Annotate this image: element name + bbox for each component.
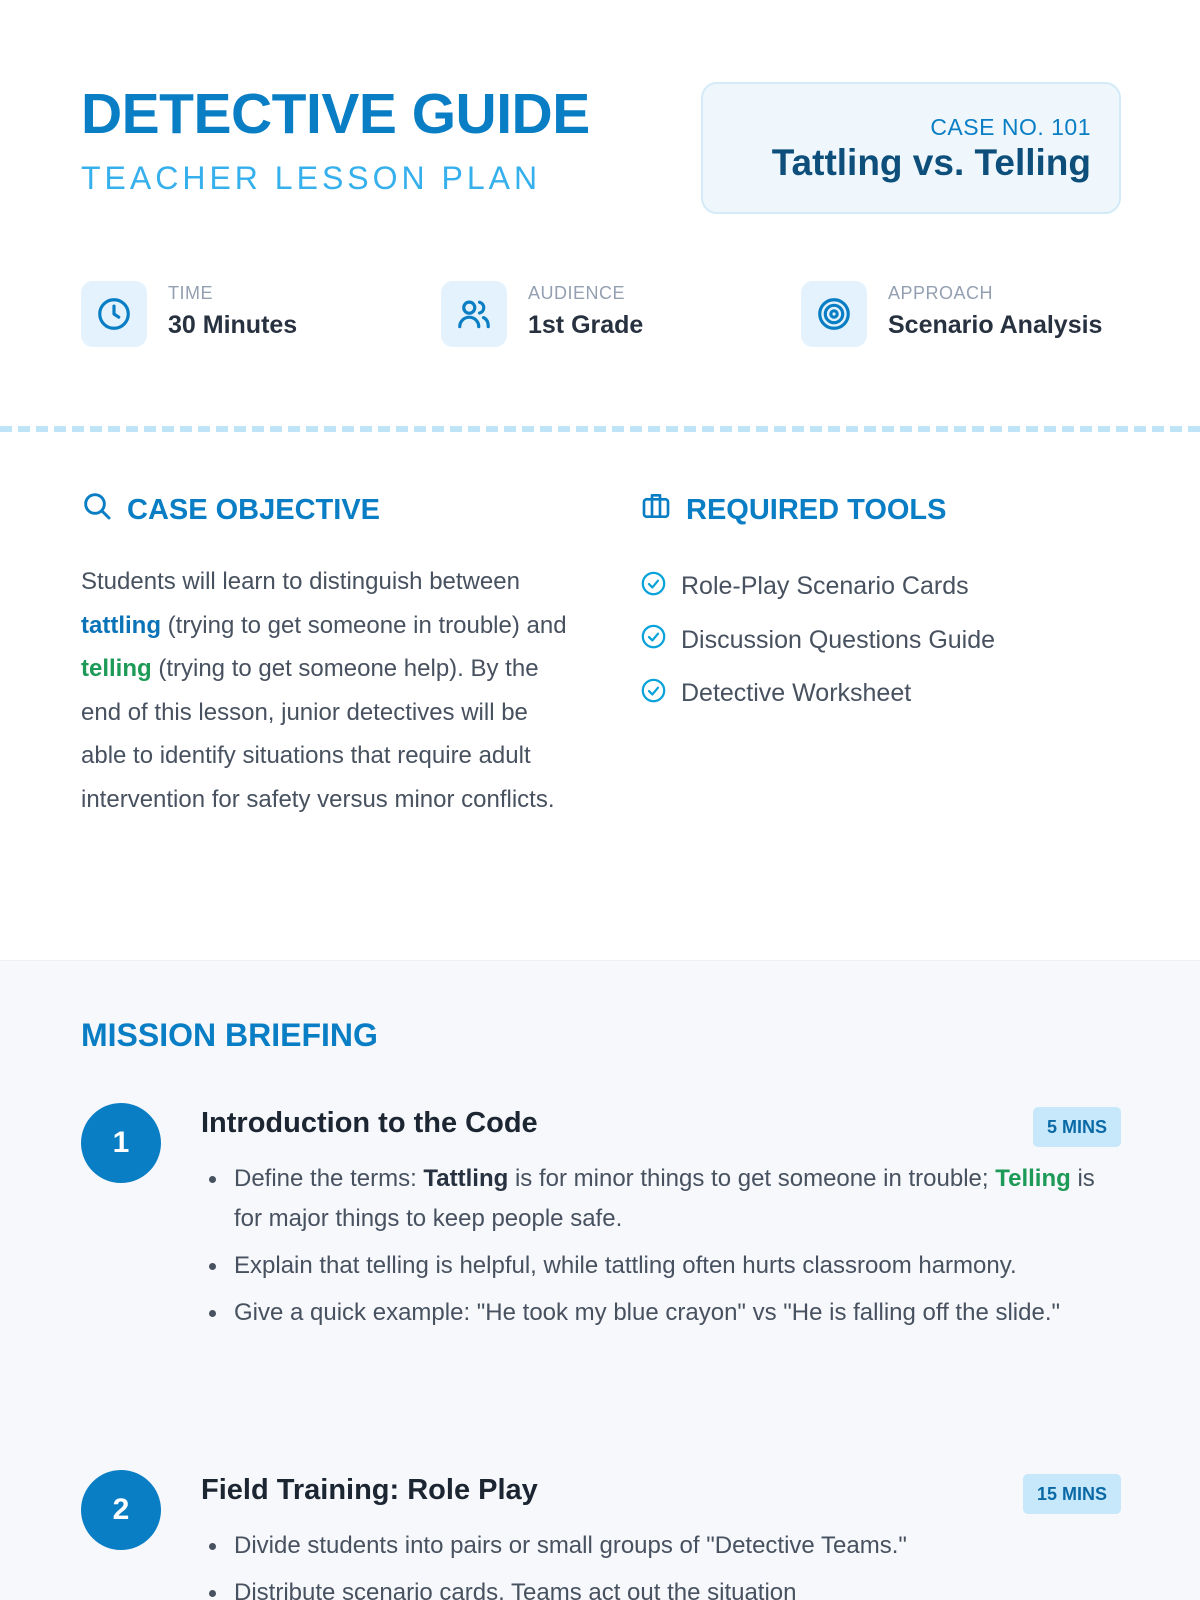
mission-briefing-section <box>0 960 1200 1600</box>
step-bullets <box>234 1159 1121 1340</box>
check-circle-icon <box>640 570 667 604</box>
list-item <box>640 667 995 721</box>
tools-heading-text: REQUIRED TOOLS <box>686 493 947 526</box>
objective-text-part: (trying to get someone help). By the end of this lesson, junior detectives will be able to identify situations that require adult intervention for safety versus minor conflicts. <box>81 655 555 813</box>
list-item <box>234 1159 1121 1239</box>
step-title: Field Training: Role Play <box>201 1474 538 1506</box>
mission-step-2 <box>81 1470 1121 1600</box>
meta-label: AUDIENCE <box>528 283 626 303</box>
duration-badge: 15 MINS <box>1023 1474 1121 1514</box>
objective-heading-text: CASE OBJECTIVE <box>127 493 380 526</box>
tool-label: Detective Worksheet <box>681 679 912 708</box>
step-number: 1 <box>81 1103 161 1183</box>
document-subtitle: TEACHER LESSON PLAN <box>81 160 542 196</box>
step-title: Introduction to the Code <box>201 1107 538 1139</box>
term-telling: telling <box>81 655 152 682</box>
case-topic: Tattling vs. Telling <box>771 142 1091 183</box>
list-item <box>640 560 995 614</box>
tool-label: Role-Play Scenario Cards <box>681 572 969 601</box>
objective-text-part: Students will learn to distinguish between <box>81 568 520 595</box>
step-number: 2 <box>81 1470 161 1550</box>
check-circle-icon <box>640 623 667 657</box>
tool-label: Discussion Questions Guide <box>681 625 996 654</box>
objective-text-part: (trying to get someone in trouble) and <box>160 611 567 639</box>
target-icon <box>801 281 867 347</box>
clock-icon <box>81 281 147 347</box>
case-number: CASE NO. 101 <box>930 114 1091 140</box>
header <box>81 82 1121 222</box>
meta-value: 1st Grade <box>528 311 644 339</box>
mission-step-1 <box>81 1103 1121 1423</box>
objective-paragraph <box>81 560 571 821</box>
check-circle-icon <box>640 677 667 711</box>
bullet-text: is for minor things to get someone in trouble; <box>508 1165 996 1192</box>
objective-heading <box>81 490 380 530</box>
list-item: Explain that telling is helpful, while tattling often hurts classroom harmony. <box>234 1246 1121 1286</box>
document-title: DETECTIVE GUIDE <box>81 82 590 146</box>
bullet-text: Define the terms: <box>234 1165 424 1192</box>
mission-title: MISSION BRIEFING <box>81 1017 378 1053</box>
term-tattling: Tattling <box>423 1165 509 1192</box>
lesson-meta <box>81 281 1121 349</box>
meta-value: 30 Minutes <box>168 311 298 339</box>
list-item <box>640 614 995 668</box>
step-bullets <box>234 1526 1121 1600</box>
tools-heading <box>640 490 947 530</box>
briefcase-icon <box>640 490 672 530</box>
duration-badge: 5 MINS <box>1033 1107 1121 1147</box>
section-divider <box>0 426 1200 432</box>
bullet-text: is for major things to keep people safe. <box>234 1165 1095 1232</box>
term-tattling: tattling <box>81 611 161 639</box>
tools-list <box>640 560 995 721</box>
term-telling: Telling <box>995 1165 1071 1192</box>
meta-label: APPROACH <box>888 283 994 303</box>
list-item: Distribute scenario cards. Teams act out the situation <box>234 1573 1121 1600</box>
list-item: Divide students into pairs or small groups of "Detective Teams." <box>234 1526 1121 1566</box>
meta-label: TIME <box>168 283 213 303</box>
users-icon <box>441 281 507 347</box>
search-icon <box>81 490 113 530</box>
meta-value: Scenario Analysis <box>888 311 1103 339</box>
list-item: Give a quick example: "He took my blue crayon" vs "He is falling off the slide." <box>234 1293 1121 1333</box>
case-card <box>701 82 1121 214</box>
